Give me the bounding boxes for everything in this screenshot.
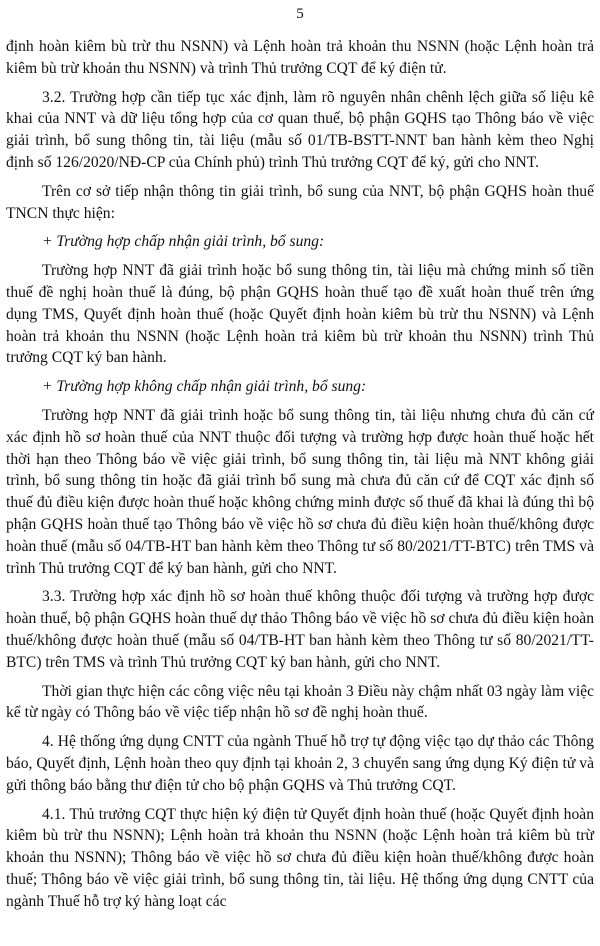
subheading-accepted: + Trường hợp chấp nhận giải trình, bổ sung: bbox=[42, 233, 325, 251]
subheading-not-accepted: + Trường hợp không chấp nhận giải trình, bổ sung: bbox=[42, 378, 367, 396]
document-body bbox=[6, 36, 594, 912]
paragraph-continuation: định hoàn kiêm bù trừ thu NSNN) và Lệnh hoàn trả khoản thu NSNN (hoặc Lệnh hoàn trả kiêm bù trừ khoản thu NSNN) và trình Thủ trưởng CQT để ký điện tử. bbox=[6, 38, 594, 77]
paragraph-receipt: Trên cơ sở tiếp nhận thông tin giải trình, bổ sung của NNT, bộ phận GQHS hoàn thuế TNCN thực hiện: bbox=[6, 182, 594, 222]
paragraph-accepted: Trường hợp NNT đã giải trình hoặc bổ sung thông tin, tài liệu mà chứng minh số tiền thuế đề nghị hoàn thuế là đúng, bộ phận GQHS hoàn thuế tạo đề xuất hoàn thuế trên ứng dụng TMS, Quyết định hoàn thuế (hoặc Quyết định hoàn kiêm bù trừ thu NSNN) và Lệnh hoàn trả khoản thu NSNN (hoặc Lệnh hoàn trả kiêm bù trừ khoản thu NSNN) trình Thủ trưởng CQT ký ban hành. bbox=[6, 262, 594, 367]
paragraph-3-3: 3.3. Trường hợp xác định hồ sơ hoàn thuế không thuộc đối tượng và trường hợp được hoàn thuế, bộ phận GQHS hoàn thuế dự thảo Thông báo về việc hồ sơ chưa đủ điều kiện hoàn thuế/không được hoàn thuế (mẫu số 04/TB-HT ban hành kèm theo Thông tư số 80/2021/TT-BTC) trên TMS và trình Thủ trưởng CQT ký ban hành, gửi cho NNT. bbox=[6, 588, 594, 671]
paragraph-4-1: 4.1. Thủ trưởng CQT thực hiện ký điện tử Quyết định hoàn thuế (hoặc Quyết định hoàn kiêm bù trừ thu NSNN); Lệnh hoàn trả khoản thu NSNN (hoặc Lệnh hoàn trả kiêm bù trừ khoản thu NSNN); Thông báo về việc hồ sơ chưa đủ điều kiện hoàn thuế/không được hoàn thuế; Thông báo về việc giải trình, bổ sung thông tin, tài liệu. Hệ thống ứng dụng CNTT của ngành Thuế hỗ trợ ký hàng loạt các bbox=[6, 805, 594, 910]
page-number: 5 bbox=[296, 6, 304, 22]
paragraph-4: 4. Hệ thống ứng dụng CNTT của ngành Thuế hỗ trợ tự động việc tạo dự thảo các Thông báo, Quyết định, Lệnh hoàn theo quy định tại khoản 2, 3 chuyển sang ứng dụng Ký điện tử và gửi thông báo bằng thư điện tử cho bộ phận GQHS và Thủ trưởng CQT. bbox=[6, 733, 594, 794]
paragraph-deadline: Thời gian thực hiện các công việc nêu tại khoản 3 Điều này chậm nhất 03 ngày làm việc kể từ ngày có Thông báo về việc tiếp nhận hồ sơ đề nghị hoàn thuế. bbox=[6, 682, 594, 722]
paragraph-not-accepted: Trường hợp NNT đã giải trình hoặc bổ sung thông tin, tài liệu nhưng chưa đủ căn cứ xác định hồ sơ hoàn thuế của NNT thuộc đối tượng và trường hợp được hoàn thuế hoặc hết thời hạn theo Thông báo về việc giải trình, bổ sung thông tin, tài liệu mà NNT không giải trình, bổ sung thông tin hoặc đã giải trình bổ sung mà chưa đủ căn cứ để CQT xác định số thuế đủ điều kiện được hoàn thuế hoặc không chứng minh được số thuế đã khai là đúng thì bộ phận GQHS hoàn thuế tạo Thông báo về việc hồ sơ chưa đủ điều kiện hoàn thuế/không được hoàn thuế (mẫu số 04/TB-HT ban hành kèm theo Thông tư số 80/2021/TT-BTC) trên TMS và trình Thủ trưởng CQT để ký ban hành, gửi cho NNT. bbox=[6, 406, 594, 577]
paragraph-3-2: 3.2. Trường hợp cần tiếp tục xác định, làm rõ nguyên nhân chênh lệch giữa số liệu kê khai của NNT và dữ liệu tổng hợp của cơ quan thuế, bộ phận GQHS tạo Thông báo về việc giải trình, bổ sung thông tin, tài liệu (mẫu số 01/TB-BSTT-NNT ban hành kèm theo Nghị định số 126/2020/NĐ-CP của Chính phủ) trình Thủ trưởng CQT để ký, gửi cho NNT. bbox=[6, 88, 594, 171]
